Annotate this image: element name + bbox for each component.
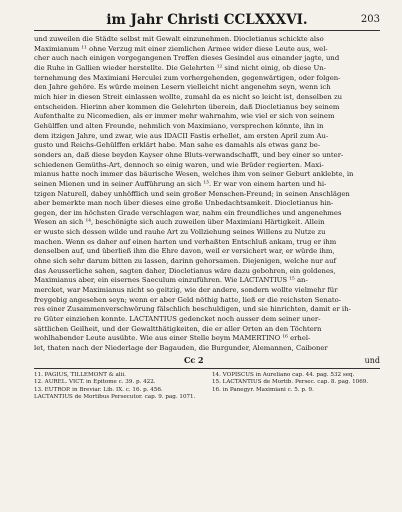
text-line: freygebig angesehen seyn; wenn er aber Geld nöthig hatte, ließ er die reichsten Senato- — [34, 295, 342, 304]
text-line: ternehmung des Maximiani Herculei zum vorhergehenden, gegenwärtigen, oder folgen- — [34, 73, 341, 82]
text-line: Gehülffen und alten Freunde, nehmlich von Maximiano, versprechen könnte, ihn in — [34, 121, 324, 130]
text-line: gusto und Reichs-Gehülffen erklärt habe. Man sahe es damahls als etwas ganz be- — [34, 141, 321, 150]
footnote-rule — [34, 368, 380, 369]
text-line: Aufenthalte zu Nicomedien, als er immer mehr wahrnahm, wie viel er sich von seinem — [34, 112, 335, 121]
header-rule — [34, 30, 380, 31]
text-line: Wesen an sich ¹⁴, beschönigte sich auch zuweilen über Maximiani Härtigkeit. Allein — [34, 218, 325, 227]
footnote: 11. PAGIUS, TILLEMONT & alii. — [34, 371, 126, 378]
text-line: aber bemerkte man noch über dieses eine große Unbedachtsamkeit. Diocletianus hin- — [34, 199, 334, 208]
footnote: 12. AUREL. VICT. in Epitome c. 39. p. 422. — [34, 379, 156, 386]
text-line: re Güter einziehen konnte. LACTANTIUS gedencket noch ausser dem seiner uner- — [34, 315, 321, 324]
footnotes — [34, 372, 380, 402]
text-line: mercket, war Maximianus nicht so geitzig, wie der andere, sondern wollte vielmehr für — [34, 286, 338, 295]
body-text — [34, 35, 380, 354]
text-line: schiedenen Gemüths-Art, dennoch so einig waren, und wie Brüder regierten. Maxi- — [34, 160, 324, 169]
text-line: res einer Zusammenverschwörung fälschlich beschuldigen, und sie hinrichten, damit er ih- — [34, 305, 351, 314]
text-line: mianus hatte noch immer das bäurische Wesen, welches ihm von seiner Geburt anklebte, in — [34, 170, 354, 179]
running-title: im Jahr Christi CCLXXXVI. — [106, 12, 308, 28]
text-line: entscheiden. Hierinn aber kommen die Gelehrten überein, daß Diocletianus bey seinem — [34, 102, 340, 111]
text-line: Maximianus aber, ein eisernes Saeculum einzuführen. Wie LACTANTIUS ¹⁵ an- — [34, 276, 308, 285]
text-line: Maximianum ¹¹ ohne Verzug mit einer ziemlichen Armee wider diese Leute aus, wel- — [34, 44, 328, 53]
text-line: sonders an, daß diese beyden Kayser ohne Bluts-verwandschafft, und bey einer so unter- — [34, 150, 344, 159]
text-line: mich hier in diesen Streit einlassen wollte, zumahl da es nicht so leicht ist, denselben zu — [34, 92, 342, 101]
text-line: den Jahre gehöre. Es würde meinen Lesern vielleicht nicht angenehm seyn, wenn ich — [34, 83, 331, 92]
footnote: 13. EUTROP. in Breviar. Lib. IX. c. 16. p. 456. LACTANTIUS de Mortibus Persecutor. cap. 9. pag. 1071. — [34, 386, 196, 401]
text-line: let, thaten nach der Niederlage der Bagauden, die Burgunder, Alemannen, Caiboner — [34, 344, 328, 352]
text-line: gegen, der im höchsten Grade verschlagen war, nahm ein freundliches und angenehmes — [34, 208, 342, 217]
text-line: ohne sich sehr darum bitten zu lassen, darinn gehorsamen. Diejenigen, welche nur auf — [34, 257, 337, 266]
catchword: und — [364, 355, 380, 365]
text-line: dem itzigen Jahre, und zwar, wie aus IDACII Fastis erhellet, am ersten April zum Au- — [34, 131, 329, 140]
text-line: das Aeusserliche sahen, sagten daher, Diocletianus wäre dazu gebohren, ein goldenes, — [34, 266, 336, 275]
text-line: cher auch nach einigen vorgegangenen Treffen dieses Gesindel aus einander jagte, und — [34, 54, 340, 63]
text-line: wohlhabender Leute ausübte. Wie aus einer Stelle beym MAMERTINO ¹⁶ erhel- — [34, 334, 311, 343]
catchline — [34, 355, 380, 365]
page-header — [34, 12, 380, 28]
text-line: er wuste sich dessen wilde und rauhe Art zu Vollziehung seines Willens zu Nutze zu — [34, 228, 326, 237]
text-line: und zuweilen die Städte selbst mit Gewalt einzunehmen. Diocletianus schickte also — [34, 35, 324, 43]
footnote: 15. LACTANTIUS de Mortib. Persec. cap. 8. pag. 1069. — [212, 379, 369, 386]
footnote: 16. in Panegyr. Maximiani c. 5. p. 9. — [212, 386, 314, 393]
text-line: sättlichen Geilheit, und der Gewaltthätigkeiten, die er aller Orten an den Töchtern — [34, 324, 322, 333]
text-line: denselben auf, und überließ ihm die Ehre davon, weil er versichert war, er würde ihm, — [34, 247, 335, 256]
footnote: 14. VOPISCUS in Aureliano cap. 44. pag. 532 seq. — [212, 371, 355, 378]
text-line: machen. Wenn es daher auf einen harten und verhaßten Entschluß ankam, trug er ihm — [34, 237, 337, 246]
text-line: tzigen Naturell, dabey unhöfflich und sein großer Menschen-Freund; in seinen Anschlägen — [34, 189, 350, 198]
text-line: die Ruhe in Gallien wieder herstellte. Die Gelehrten ¹² sind nicht einig, ob diese Un- — [34, 63, 326, 72]
page-number: 203 — [360, 14, 380, 25]
signature-mark: Cc 2 — [184, 354, 204, 365]
text-line: seinen Mienen und in seiner Aufführung an sich ¹³. Er war von einem harten und hi- — [34, 179, 327, 188]
